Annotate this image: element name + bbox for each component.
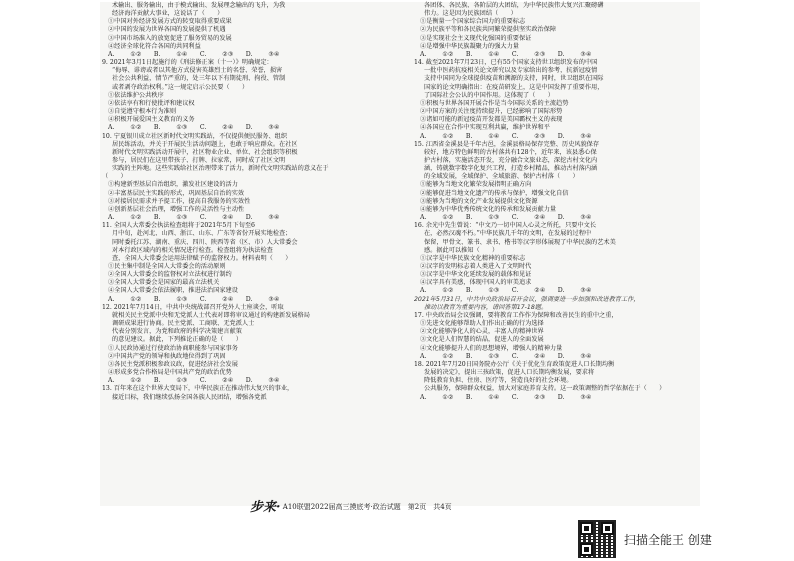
left-text-line: A. ①② B. ①③ C. ②④ D. ③④ xyxy=(108,124,280,132)
right-text-line: ④各国应在合作中实现互利共赢，维护世界和平 xyxy=(420,124,550,132)
right-text-line: A. ①② B. ①④ C. ②③ D. ③④ xyxy=(420,393,592,401)
right-text-line: 18. 2021年7月20日国务院办公厅《关于优化生育政策促进人口长期均衡 xyxy=(414,360,615,368)
left-text-line: 参与，居民们在这里带孩子、打牌、拉家常，同时成了社区文明 xyxy=(112,156,286,164)
left-text-line: 社会公共利益，情节严重的，处三年以下有期徒刑、拘役、管制 xyxy=(112,75,286,83)
left-text-line: ③自觉遵守根本行为准则 xyxy=(108,108,177,116)
left-text-line: ③对接居民需求并予提工作，提高自我服务的实效性 xyxy=(108,197,251,205)
left-text-line: ④积极开展爱国主义教育的义务 xyxy=(108,116,195,124)
left-text-line: ④经济全球化符合各国的共同利益 xyxy=(108,42,201,50)
right-text-line: ③文化是人们智慧的结晶，促进人的全面发展 xyxy=(420,336,544,344)
right-text-line: 涵，铸就数字数字化复兴工程，打造乡村精品，推动古村落内涵 xyxy=(424,165,598,173)
left-text-line: 就相关民主党派中央和无党派人士代表对即将审议通过的构建新发展格局 xyxy=(112,311,310,319)
left-text-line: 9. 2021年3月1日起施行的《刑法修正案（十一）》明确规定： xyxy=(102,59,273,67)
right-text-line: A. ①② B. ①③ C. ②④ D. ③④ xyxy=(420,352,592,360)
right-text-line: 较好，地方特色鲜明的古村落共有128个，近年来，该县悉心保 xyxy=(424,148,597,156)
page-footer xyxy=(250,496,452,515)
right-text-line: ③是实现社会主义现代化强国的重要保证 xyxy=(420,34,532,42)
right-text-line: ③能够为当地的文化产业发展提供文化资源 xyxy=(420,197,538,205)
left-text-line: 或者剥夺政治权利。”这一规定启示公民要（ ） xyxy=(112,83,249,91)
right-text-line: 国家的论文明确指出：在疫苗研发上，这是中国发挥了重要作用， xyxy=(424,83,604,91)
left-text-line: ①中国对外经济发展方式的转变取得重要成果 xyxy=(108,18,232,26)
right-text-line: ②文化能够净化人的心灵，丰富人的精神世界 xyxy=(420,328,544,336)
left-text-line: ①依法维护公共秩序 xyxy=(108,91,164,99)
left-text-line: 经济海洋贡献大事业，这说话了（ ） xyxy=(112,10,224,18)
right-text-line: 16. 余光中先生曾说：“中文乃一切中国人心灵之所托，只要中文长 xyxy=(414,222,597,230)
right-text-line: 支持中国同为全球提供疫苗和溯源的支持，同时，世卫组织在国际 xyxy=(424,75,604,83)
right-text-line: A. ①② B. ①④ C. ②③ D. ③④ xyxy=(420,132,592,140)
left-text-line: A. ①② B. ①③ C. ②④ D. ③④ xyxy=(108,214,280,222)
right-text-line: 伟力。这是因为民族团结（ ） xyxy=(424,10,517,18)
right-text-line: 2021年5月31日，中共中央政治局召开会议，强调要进一步加强和改进教育工作， xyxy=(414,295,640,303)
left-text-line: 13. 百年来在这个世界大变局下，中华民族正在推动伟大复兴的事业， xyxy=(102,385,294,393)
right-text-line: ④能够为中华优秀传统文化的传承和发展贡献力量 xyxy=(420,205,557,213)
right-text-line: 了国际社会公认的中国作用。这体现了（ ） xyxy=(424,91,554,99)
left-text-line: 12. 2021年7月14日，中共中央统战部召开党外人士座谈会，听取 xyxy=(102,303,284,311)
left-text-line: A. ①② B. ①③ C. ②④ D. ③④ xyxy=(108,377,280,385)
right-text-line: ④是增强中华民族凝聚力的强大力量 xyxy=(420,42,519,50)
right-text-line: 降低教育负担、住房、医疗等，营造良好的社会环境。 xyxy=(424,377,573,385)
left-text-line: ②中国共产党的领导和执政地位得到了巩固 xyxy=(108,352,226,360)
right-text-line: 护古村落，实施活态开发，充分融合文旅业态，深挖古村文化内 xyxy=(424,156,598,164)
right-text-line: 各团体、各民族、各阶层的大团结，为中华民族伟大复兴汇聚磅礴 xyxy=(424,2,604,9)
left-text-line: 的意见建议。据此，下列推论正确的是（ ） xyxy=(112,336,242,344)
left-text-line: 居民练活动，并关于开展民生活动问题上，也敢于响应群众。在社区 xyxy=(112,140,298,148)
left-text-line: 查，全国人大常委会运用法律赋予的监督权力。材料表明（ ） xyxy=(112,254,292,262)
left-text-line: ④全国人大常委会依法履职，推进法治国家建设 xyxy=(108,287,238,295)
right-text-line: 保留，甲骨文、篆书、隶书、楷书等汉字形体展现了中华民族的艺术美 xyxy=(424,238,616,246)
right-text-line: 在，必然汉魂不朽。”中华民族几千年的文明，在发展的过程中 xyxy=(424,230,592,238)
right-column xyxy=(414,2,700,402)
left-text-line: ②中国的发展为世界各国的发展提供了机遇 xyxy=(108,26,226,34)
left-text-line: ①构建新型基层自治组织，激发社区建设的活力 xyxy=(108,181,238,189)
left-text-line: 同时委托江苏、湖南、重庆、四川、陕西等省（区、市）人大常委会 xyxy=(112,238,298,246)
left-text-line: 新时代文明实践活动开展中，社区物业企业、单位、社会组织等积极 xyxy=(112,148,298,156)
left-text-line: ②全国人大常委会的监督权对立法权进行制约 xyxy=(108,271,232,279)
publisher-logo: 步来· xyxy=(250,500,281,515)
left-text-line: 接近目标，我们继续弘扬全国各族人民团结，增强各党派 xyxy=(112,393,267,401)
right-text-line: ②汉字的发明标志着人类进入了文明时代 xyxy=(420,263,532,270)
right-text-line: ②中国方案的关注度持续提升，已经影响了国际形势 xyxy=(420,108,563,116)
left-text-line: ②丰富基层民主实践的形式，巩固基层自治的实效 xyxy=(108,189,245,197)
left-text-line: A. ①② B. ①④ C. ②③ D. ③④ xyxy=(108,50,280,58)
left-text-line: 调研成果进行协商。民主党派、工商联、无党派人士 xyxy=(112,320,255,328)
right-text-line: ②为民族平等和各民族共同繁荣提供坚实政治保障 xyxy=(420,26,557,34)
left-text-line: 实践的主阵地。这些实践给社区治理带来了活力，新时代文明实践站的意义在于 xyxy=(112,165,329,173)
exam-page xyxy=(100,2,700,515)
left-column xyxy=(102,2,388,402)
left-text-line: 术输出、服务输出，由于模式输出、发展理念输出的飞升，为我 xyxy=(112,2,286,9)
right-text-line: 感。据此可以推知（ ） xyxy=(424,246,499,254)
right-text-line: ①汉字是中华民族文化精神的重要标志 xyxy=(420,254,526,262)
right-text-line: 推动以教育为重要内容，请回答第17-18题。 xyxy=(424,303,548,311)
left-text-line: ④形成多党合作格局是中国共产党的政治优势 xyxy=(108,369,232,377)
left-text-line: A. ①② B. ①③ C. ②④ D. ③④ xyxy=(108,295,280,303)
left-text-line: 10. 宁夏银川成立社区新时代文明实践站，不仅提供便民服务、组织 xyxy=(102,132,288,140)
left-text-line: “侮辱、诽谤或者以其他方式侵害英雄烈士的名誉、荣誉，损害 xyxy=(112,67,283,75)
left-text-line: ②依法享有和行使批评和建议权 xyxy=(108,99,195,107)
footer-text: A10联盟2022届高三摸底考·政治试题 第2页 共4页 xyxy=(282,503,452,511)
left-text-line: （ ） xyxy=(102,173,127,181)
right-text-line: ①是衡量一个国家综合国力的重要标志 xyxy=(420,18,526,26)
left-text-line: ③全国人大常委会是国家的最高立法机关 xyxy=(108,279,220,287)
right-text-line: A. ①② B. ①③ C. ②④ D. ③④ xyxy=(420,287,592,295)
right-text-line: 17. 中央政治局会议强调，要将教育工作作为保障和改善民生的重中之重， xyxy=(414,311,618,319)
left-text-line: ①民主集中制是全国人大常委会的活动原则 xyxy=(108,263,226,270)
right-text-line: ④汉字具有美感，体现中国人的审美追求 xyxy=(420,279,532,287)
right-text-line: 的全域发展，全域保护、全域旅游、保护古村落（ ） xyxy=(424,173,579,181)
right-text-line: 一批中医药抗疫相关论文研究以及专家给出的参考，抗新冠疫情 xyxy=(424,67,598,75)
right-text-line: ④文化能够提升人们的思想境界，增强人的精神力量 xyxy=(420,344,563,352)
right-text-line: ③汉字是中华文化延续发展的载体和见证 xyxy=(420,271,532,279)
right-text-line: A. ①② B. ①④ C. ②③ D. ③④ xyxy=(420,50,592,58)
right-text-line: ①积极与世界各国开展合作是当今国际关系的主流趋势 xyxy=(420,99,569,107)
scanner-label: 扫描全能王 创建 xyxy=(624,532,712,547)
right-text-line: ③诸如可能的新冠疫苗开发都是美国霸权主义的表现 xyxy=(420,116,563,124)
left-text-line: ①人民政协通过行使政治协商职能参与国家事务 xyxy=(108,344,238,352)
scanner-watermark xyxy=(578,520,712,558)
right-text-line: 14. 截至2021年7月23日，已有55个国家支持世卫组织发布的中国 xyxy=(414,59,598,67)
qr-code-icon xyxy=(578,520,616,558)
right-text-line: 公共服务，保障群众权益，加大对家庭养育支持。这一政策调整的哲学依据在于（ ） xyxy=(424,385,666,393)
right-text-line: 15. 江西省金溪县是千年古邑，金溪县格局保存完整、历史风貌保存 xyxy=(414,140,600,148)
right-text-line: ①能够为当地文化繁荣发展指明正确方向 xyxy=(420,181,532,189)
right-text-line: 发展的决定》，提出三孩政策，促进人口长期均衡发展，要求将 xyxy=(424,369,595,377)
left-text-line: 11. 全国人大常委会执法检查组将于2021年5月下旬至6 xyxy=(102,222,255,230)
left-text-line: ④创新基层社会治理，增强工作的灵活性与主动性 xyxy=(108,205,245,213)
right-text-line: ②能够促进当地文化遗产的传承与保护，增强文化自信 xyxy=(420,189,569,197)
left-text-line: 月中旬，赴河北、山西、浙江、山东、广东等省份开展实地检查； xyxy=(112,230,292,238)
right-text-line: A. ①② B. ①③ C. ②④ D. ③④ xyxy=(420,214,592,222)
left-text-line: ③各民主党派积极参政议政，促进经济社会发展 xyxy=(108,360,238,368)
left-text-line: ③中国市场准入的放宽促进了服务贸易的发展 xyxy=(108,34,232,42)
right-text-line: ①先进文化能够帮助人们作出正确的行为选择 xyxy=(420,320,544,328)
left-text-line: 对本行政区域内的相关情况进行检查。检查组将为执法检查 xyxy=(112,246,273,254)
left-text-line: 代表分别发言，为党和政府的科学决策建言献策 xyxy=(112,328,242,336)
